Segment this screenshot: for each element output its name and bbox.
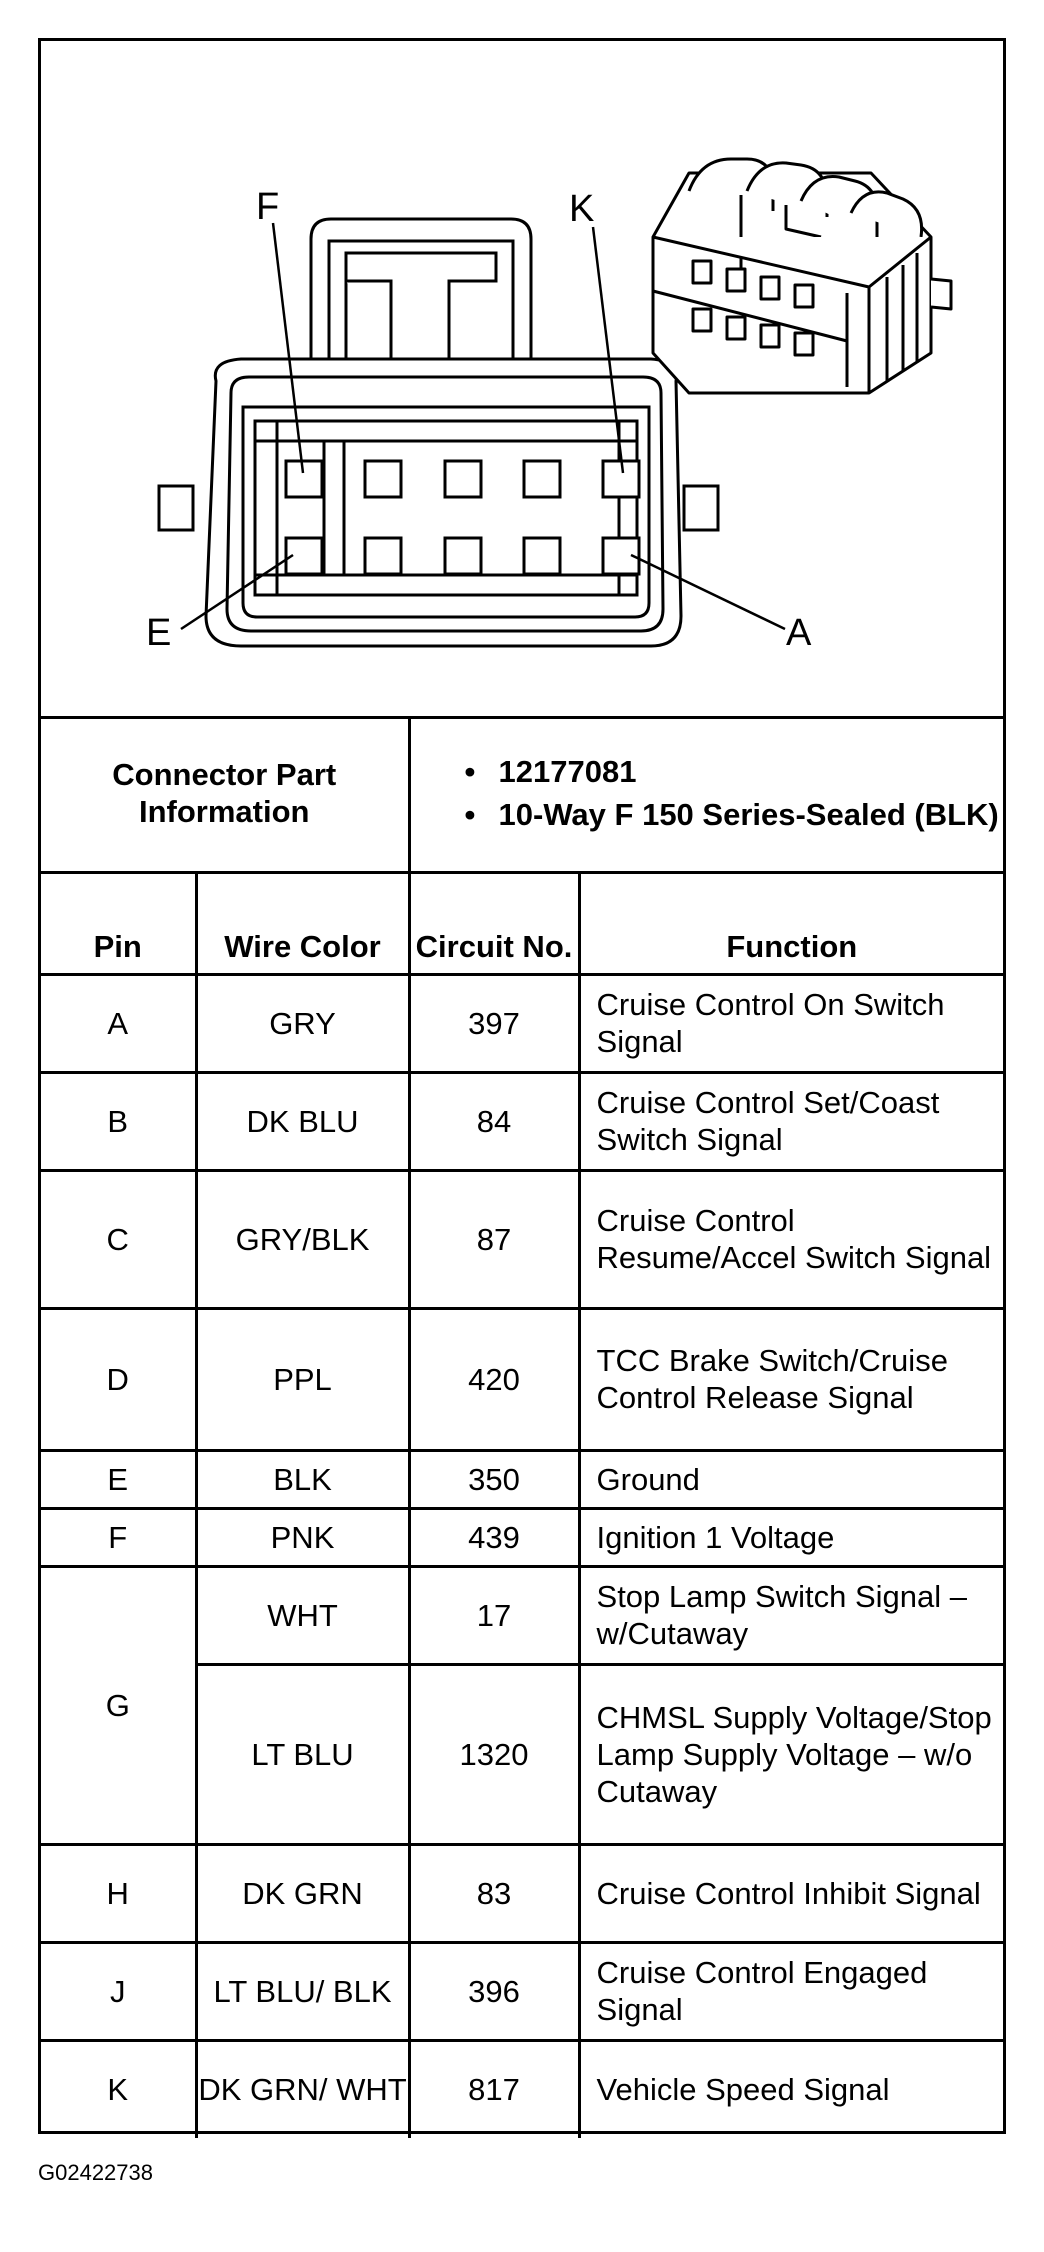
table-row (41, 1170, 1003, 1308)
connector-part-info-list (409, 716, 1003, 872)
pin-cell: H (41, 1844, 196, 1942)
function-cell: Cruise Control Set/Coast Switch Signal (579, 1072, 1003, 1170)
column-header-pin: Pin (41, 872, 196, 974)
table-row (41, 1072, 1003, 1170)
connector-body (206, 359, 681, 646)
circuit-no-cell: 1320 (409, 1664, 579, 1844)
column-header-circuit-no: Circuit No. (409, 872, 579, 974)
pin-label-k: K (569, 188, 595, 230)
pin-cell: E (41, 1450, 196, 1508)
cavity-j (524, 461, 560, 497)
connector-latch (311, 219, 531, 361)
wire-color-cell: GRY/BLK (196, 1170, 409, 1308)
pin-cell: K (41, 2040, 196, 2138)
function-cell: Ignition 1 Voltage (579, 1508, 1003, 1566)
table-row (41, 1508, 1003, 1566)
pin-cell: G (41, 1566, 196, 1844)
function-cell: CHMSL Supply Voltage/Stop Lamp Supply Voltage – w/o Cutaway (579, 1664, 1003, 1844)
function-cell: Cruise Control On Switch Signal (579, 974, 1003, 1072)
figure-id: G02422738 (38, 2160, 153, 2185)
circuit-no-cell: 420 (409, 1308, 579, 1450)
pin-cell: A (41, 974, 196, 1072)
connector-description: • 10-Way F 150 Series-Sealed (BLK) (465, 796, 1004, 833)
table-row (41, 1308, 1003, 1450)
connector-pin-table (41, 716, 1003, 2138)
function-cell: Stop Lamp Switch Signal – w/Cutaway (579, 1566, 1003, 1664)
function-cell: Vehicle Speed Signal (579, 2040, 1003, 2138)
circuit-no-cell: 84 (409, 1072, 579, 1170)
circuit-no-cell: 817 (409, 2040, 579, 2138)
circuit-no-cell: 87 (409, 1170, 579, 1308)
wire-color-cell: GRY (196, 974, 409, 1072)
circuit-no-cell: 396 (409, 1942, 579, 2040)
wire-color-cell: DK GRN/ WHT (196, 2040, 409, 2138)
wire-color-cell: BLK (196, 1450, 409, 1508)
table-row (41, 2040, 1003, 2138)
connector-part-number: • 12177081 (465, 753, 1004, 790)
pin-cell: J (41, 1942, 196, 2040)
table-row (41, 1566, 1003, 1664)
column-header-function: Function (579, 872, 1003, 974)
cavity-b (524, 538, 560, 574)
cavity-f (286, 461, 322, 497)
connector-part-info-row (41, 716, 1003, 872)
connector-isometric-view (653, 159, 951, 393)
connector-face-view (41, 41, 1003, 716)
function-cell: Cruise Control Inhibit Signal (579, 1844, 1003, 1942)
circuit-no-cell: 350 (409, 1450, 579, 1508)
cavity-c (445, 538, 481, 574)
table-row (41, 1942, 1003, 2040)
wire-color-cell: PNK (196, 1508, 409, 1566)
pin-cell: B (41, 1072, 196, 1170)
function-cell: Cruise Control Resume/Accel Switch Signal (579, 1170, 1003, 1308)
function-cell: Ground (579, 1450, 1003, 1508)
pin-label-e: E (146, 612, 172, 654)
circuit-no-cell: 439 (409, 1508, 579, 1566)
table-row (41, 974, 1003, 1072)
table-row (41, 1450, 1003, 1508)
pin-label-a: A (786, 612, 812, 654)
function-cell: Cruise Control Engaged Signal (579, 1942, 1003, 2040)
table-row (41, 1844, 1003, 1942)
wire-color-cell: PPL (196, 1308, 409, 1450)
pin-label-f: F (256, 186, 280, 228)
wire-color-cell: LT BLU/ BLK (196, 1942, 409, 2040)
cavity-d (365, 538, 401, 574)
connector-diagram (41, 41, 1003, 719)
cavity-h (445, 461, 481, 497)
table-header-row (41, 872, 1003, 974)
circuit-no-cell: 83 (409, 1844, 579, 1942)
cavity-g (365, 461, 401, 497)
pin-cell: F (41, 1508, 196, 1566)
circuit-no-cell: 397 (409, 974, 579, 1072)
connector-figure (38, 38, 1006, 2134)
connector-keyway (324, 441, 344, 575)
column-header-wire-color: Wire Color (196, 872, 409, 974)
function-cell: TCC Brake Switch/Cruise Control Release Signal (579, 1308, 1003, 1450)
wire-color-cell: WHT (196, 1566, 409, 1664)
wire-color-cell: LT BLU (196, 1664, 409, 1844)
pin-cell: D (41, 1308, 196, 1450)
connector-part-info-label: Connector Part Information (41, 716, 409, 872)
wire-color-cell: DK GRN (196, 1844, 409, 1942)
pin-cell: C (41, 1170, 196, 1308)
wire-color-cell: DK BLU (196, 1072, 409, 1170)
circuit-no-cell: 17 (409, 1566, 579, 1664)
